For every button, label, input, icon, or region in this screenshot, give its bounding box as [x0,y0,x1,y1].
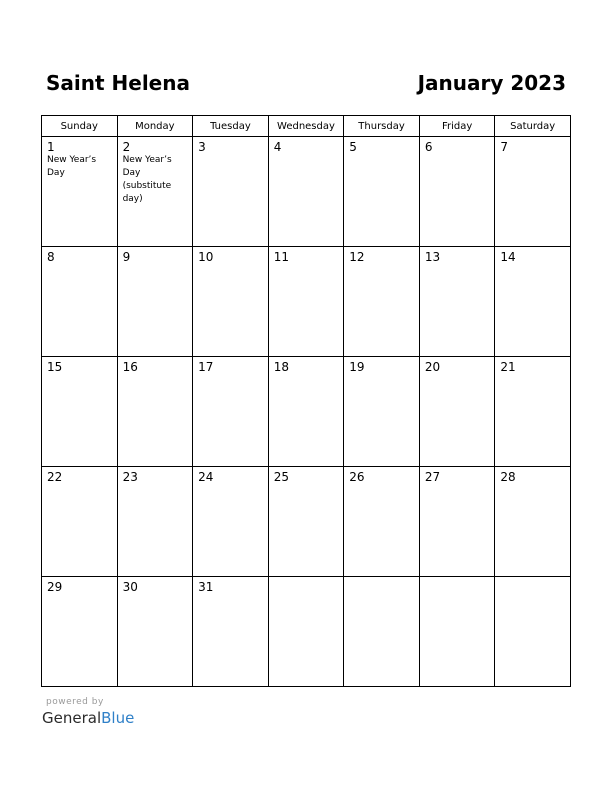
day-number: 24 [198,470,214,484]
weekday-header-row [42,116,571,137]
day-cell-empty [495,577,571,687]
day-number: 5 [349,140,357,154]
day-number: 4 [273,140,282,154]
region-title: Saint Helena [46,71,190,95]
day-number: 15 [47,360,63,374]
day-number: 17 [198,360,214,374]
day-cell [193,137,269,247]
day-cell-empty [419,577,495,687]
day-cell [344,467,420,577]
day-number: 11 [273,250,289,264]
day-cell [193,357,269,467]
week-row [42,467,571,577]
week-row [42,247,571,357]
day-number: 21 [500,360,516,374]
day-number: 26 [349,470,365,484]
weekday-tuesday: Tuesday [193,116,269,137]
day-cell-empty [344,577,420,687]
brand-name-blue: Blue [101,709,135,727]
weekday-sunday: Sunday [42,116,118,137]
week-row [42,577,571,687]
day-cell [268,137,344,247]
day-cell [419,137,495,247]
holiday-label: New Year’s Day (substitute day) [122,155,172,204]
week-row [42,357,571,467]
day-number: 8 [47,250,55,264]
day-cell [419,467,495,577]
day-cell [344,137,420,247]
day-number: 3 [198,140,206,154]
day-number: 9 [122,250,131,264]
weekday-thursday: Thursday [344,116,420,137]
day-cell [117,467,193,577]
day-number: 13 [424,250,441,264]
day-cell [268,357,344,467]
holiday-label: New Year’s Day [47,155,97,178]
day-number: 28 [500,470,516,484]
week-row [42,137,571,247]
day-cell [42,357,118,467]
generalblue-logo[interactable] [42,708,134,728]
powered-by-text: powered by [46,697,104,707]
footer-branding [42,697,134,728]
day-cell-empty [268,577,344,687]
day-number: 20 [424,360,441,374]
day-number: 16 [122,360,138,374]
day-cell [117,357,193,467]
day-number: 14 [500,250,516,264]
day-cell [495,247,571,357]
day-cell [495,467,571,577]
day-cell [117,137,193,247]
month-title: January 2023 [417,71,566,95]
calendar-grid [41,115,571,687]
day-number: 27 [424,470,441,484]
day-cell [419,247,495,357]
day-number: 18 [273,360,289,374]
day-cell [193,467,269,577]
day-cell [344,357,420,467]
day-number: 12 [349,250,365,264]
day-cell [42,467,118,577]
day-cell [268,467,344,577]
weekday-saturday: Saturday [495,116,571,137]
day-number: 1 [47,140,55,154]
day-cell [117,247,193,357]
day-cell [193,247,269,357]
brand-name-general: General [42,709,102,727]
day-number: 7 [500,140,509,154]
day-number: 30 [122,580,138,594]
weekday-friday: Friday [419,116,495,137]
day-number: 10 [198,250,214,264]
day-number: 31 [198,580,214,594]
day-cell [117,577,193,687]
day-cell [268,247,344,357]
day-number: 22 [47,470,63,484]
day-number: 29 [47,580,63,594]
day-cell [495,357,571,467]
day-cell [193,577,269,687]
day-cell [419,357,495,467]
day-number: 2 [122,140,131,154]
weekday-monday: Monday [117,116,193,137]
day-cell [42,247,118,357]
calendar-header [42,68,570,102]
day-number: 6 [424,140,433,154]
day-number: 25 [273,470,289,484]
weekday-wednesday: Wednesday [268,116,344,137]
day-cell [495,137,571,247]
day-number: 23 [122,470,138,484]
day-cell [42,577,118,687]
day-number: 19 [349,360,365,374]
day-cell [344,247,420,357]
day-cell [42,137,118,247]
